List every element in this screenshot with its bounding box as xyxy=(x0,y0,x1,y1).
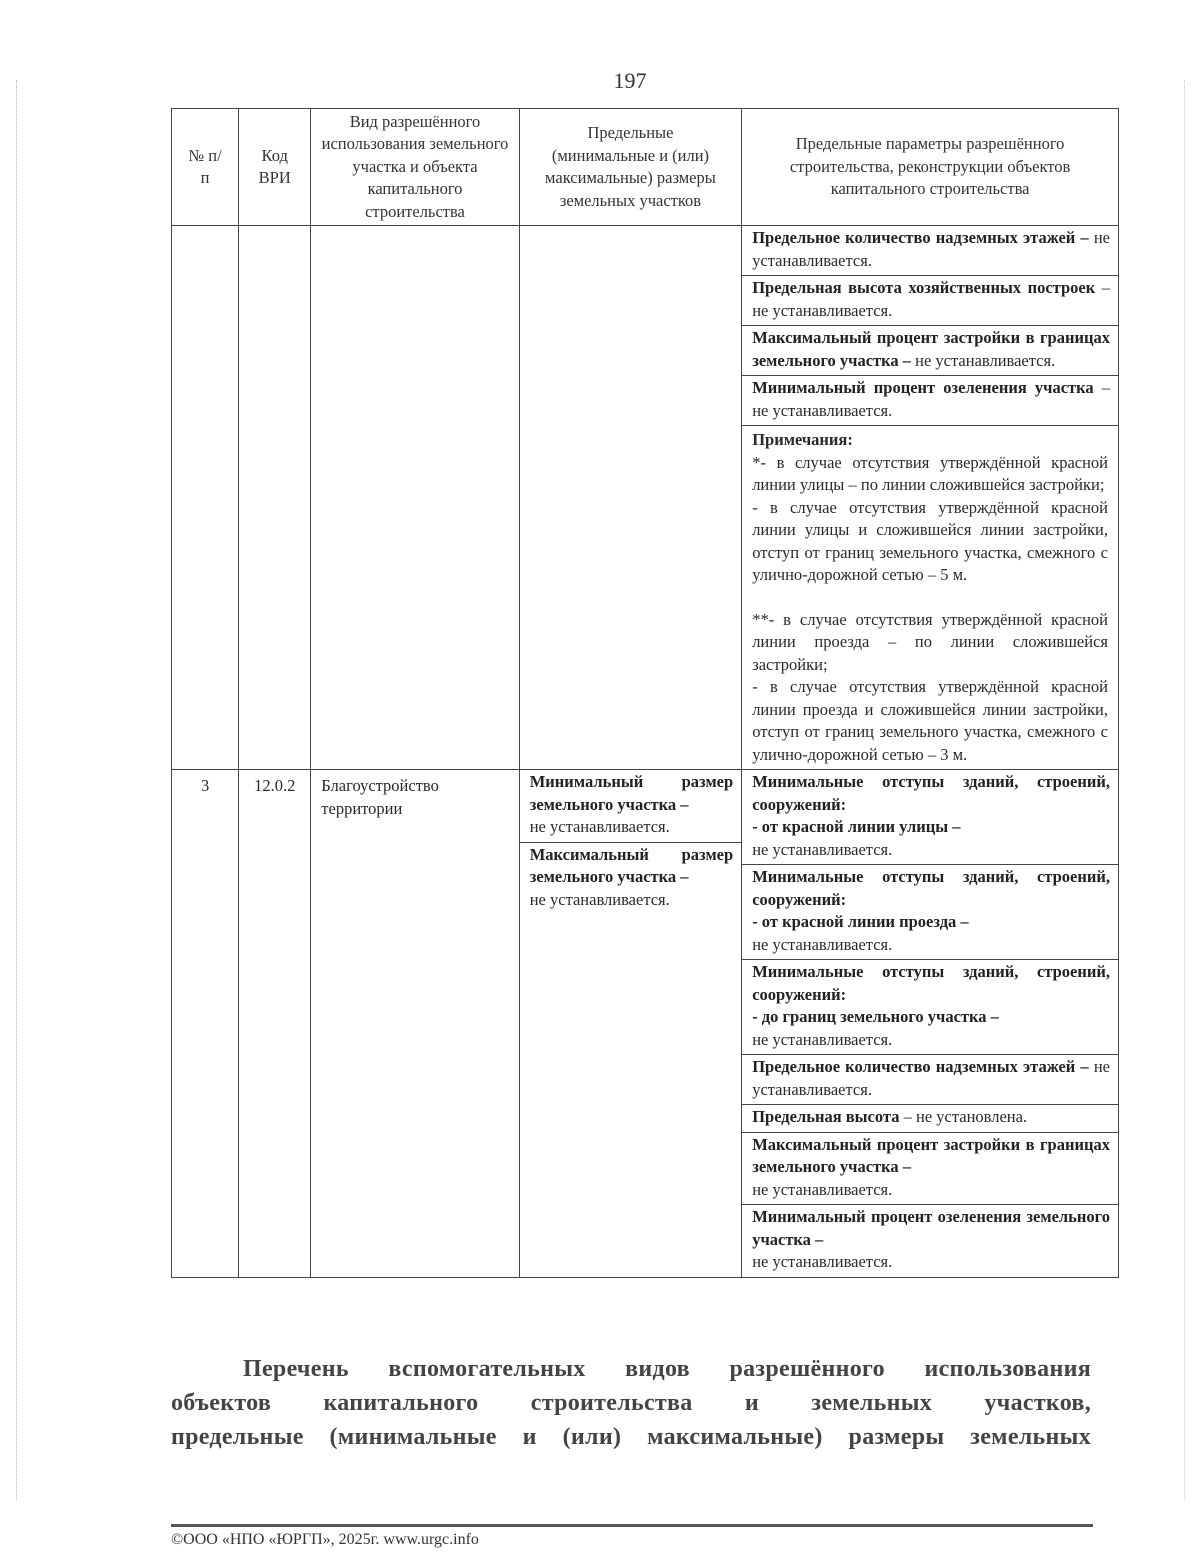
param-item: Минимальные отступы зданий, строений, сооружений: - от красной линии проезда – не устанавливается. xyxy=(742,865,1118,960)
header-num: № п/п xyxy=(172,109,239,226)
regulations-table xyxy=(171,108,1119,1278)
heading-line: предельные (минимальные и (или) максимальные) размеры земельных xyxy=(171,1424,1091,1450)
row-number: 3 xyxy=(172,770,239,1278)
sizes-cell xyxy=(519,770,741,1278)
param-item: Минимальный процент озеленения земельного участка – не устанавливается. xyxy=(752,1207,1110,1271)
cell-empty xyxy=(519,226,741,770)
param-item: Максимальный процент застройки в границах земельного участка – не устанавливается. xyxy=(742,1133,1118,1206)
heading-line: объектов капитального строительства и земельных участков, xyxy=(171,1390,1091,1416)
size-item: Минимальный размер земельного участка – не устанавливается. xyxy=(520,770,741,843)
footer-text: ©ООО «НПО «ЮРГП», 2025г. www.urgc.info xyxy=(171,1531,479,1548)
cell-empty xyxy=(172,226,239,770)
cell-empty xyxy=(239,226,311,770)
param-item: Предельная высота хозяйственных построек – не устанавливается. xyxy=(742,276,1118,326)
param-item: Предельное количество надземных этажей – не устанавливается. xyxy=(742,226,1118,276)
param-item: Минимальный процент озеленения участка – не устанавливается. xyxy=(742,376,1118,426)
footer-divider xyxy=(171,1524,1093,1527)
header-sizes: Предельные (минимальные и (или) максимальные) размеры земельных участков xyxy=(519,109,741,226)
params-cell xyxy=(742,770,1119,1278)
note-paragraph: *- в случае отсутствия утверждённой красной линии улицы – по линии сложившейся застройки; xyxy=(752,452,1108,494)
param-item: Минимальные отступы зданий, строений, сооружений: - до границ земельного участка – не устанавливается. xyxy=(742,960,1118,1055)
table-row xyxy=(172,770,1119,1278)
param-item: Предельное количество надземных этажей – не устанавливается. xyxy=(742,1055,1118,1105)
note-paragraph: **- в случае отсутствия утверждённой красной линии проезда – по линии сложившейся застройки; xyxy=(752,609,1108,674)
param-item: Минимальные отступы зданий, строений, сооружений: - от красной линии улицы – не устанавливается. xyxy=(742,770,1118,865)
header-code: Код ВРИ xyxy=(239,109,311,226)
notes-title: Примечания: xyxy=(752,430,853,449)
cell-empty xyxy=(311,226,519,770)
header-params: Предельные параметры разрешённого строительства, реконструкции объектов капитального строительства xyxy=(742,109,1119,226)
note-paragraph: - в случае отсутствия утверждённой красной линии улицы и сложившейся линии застройки, отступ от границ земельного участка, смежного с улично-дорожной сетью – 5 м. xyxy=(752,497,1108,584)
row-code: 12.0.2 xyxy=(239,770,311,1278)
param-item: Максимальный процент застройки в границах земельного участка – не устанавливается. xyxy=(742,326,1118,376)
row-vri: Благоустройство территории xyxy=(311,770,519,1278)
scan-edge-left xyxy=(16,80,18,1500)
note-paragraph: - в случае отсутствия утверждённой красной линии проезда и сложившейся линии застройки, отступ от границ земельного участка, смежного с улично-дорожной сетью – 3 м. xyxy=(752,677,1108,764)
heading-line: Перечень вспомогательных видов разрешённого использования xyxy=(243,1356,1091,1382)
section-heading xyxy=(171,1352,1091,1454)
page-number: 197 xyxy=(613,68,647,93)
table-row-continuation xyxy=(172,226,1119,770)
notes-block xyxy=(742,426,1118,769)
params-cell xyxy=(742,226,1119,770)
param-item: Предельная высота – не установлена. xyxy=(742,1105,1118,1133)
size-item: Максимальный размер земельного участка – не устанавливается. xyxy=(529,844,734,909)
table-header-row xyxy=(172,109,1119,226)
scan-edge-right xyxy=(1184,80,1186,1500)
header-vri: Вид разрешённого использования земельного участка и объекта капитального строительства xyxy=(311,109,519,226)
